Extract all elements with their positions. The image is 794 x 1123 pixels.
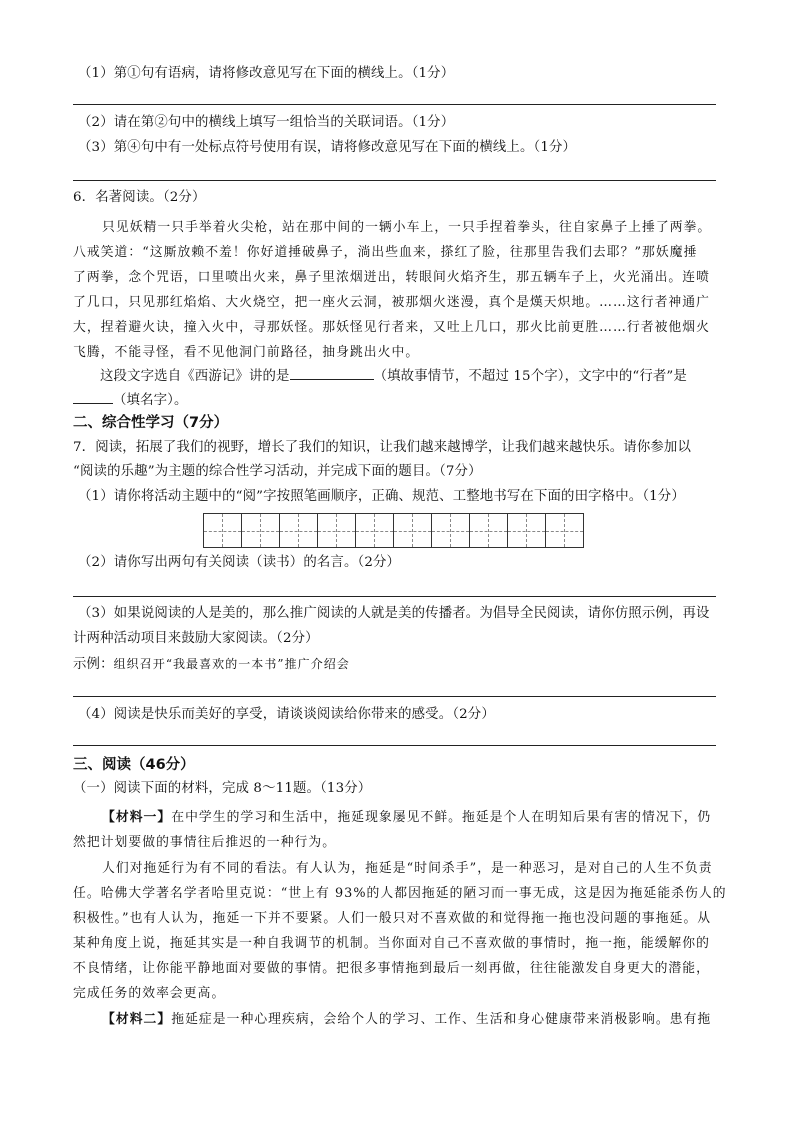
material-line: 【材料一】在中学生的学习和生活中，拖延现象屡见不鲜。拖延是个人在明知后果有害的情况下，仍 [102, 810, 712, 825]
q6-passage-line: 了两拳，念个咒语，口里喷出火来，鼻子里浓烟迸出，转眼间火焰齐生，那五辆车子上，火光涌出。连喷 [73, 270, 710, 285]
q6-passage-line: 只见妖精一只手举着火尖枪，站在那中间的一辆小车上，一只手捏着拳头，往自家鼻子上捶了两拳。 [102, 220, 712, 235]
grid-cell[interactable] [546, 513, 584, 548]
q6-title: 6．名著阅读。（2分） [73, 190, 206, 205]
q7-text: 7．阅读，拓展了我们的视野，增长了我们的知识，让我们越来越博学，让我们越来越快乐。请你参加以 [73, 440, 691, 455]
material-line: 积极性。”也有人认为，拖延一下并不要紧。人们一般只对不喜欢做的和觉得拖一拖也没问题的事拖延。从 [73, 911, 712, 926]
answer-line[interactable] [73, 696, 716, 697]
material-line: 人们对拖延行为有不同的看法。有人认为，拖延是“时间杀手”，是一种恶习，是对自己的人生不负责 [102, 861, 713, 876]
tianzige-grid[interactable] [203, 513, 584, 548]
q5-sub2: （2）请在第②句中的横线上填写一组恰当的关联词语。（1分） [78, 115, 455, 130]
material-line: 某种角度上说，拖延其实是一种自我调节的机制。当你面对自己不喜欢做的事情时，拖一拖，能缓解你的 [73, 936, 710, 951]
grid-cell[interactable] [356, 513, 394, 548]
answer-line[interactable] [73, 104, 716, 105]
grid-cell[interactable] [470, 513, 508, 548]
q6-fill-text-c: （填名字）。 [113, 393, 188, 408]
example-text: 组织召开“我最喜欢的一本书”推广介绍会 [113, 657, 350, 671]
q6-passage-line: 飞腾，不能寻怪，看不见他洞门前路径，抽身跳出火中。 [73, 345, 420, 360]
grid-cell[interactable] [280, 513, 318, 548]
grid-cell[interactable] [394, 513, 432, 548]
material-line: 不良情绪，让你能平静地面对要做的事情。把很多事情拖到最后一刻再做，往往能激发自身更大的潜能， [73, 961, 710, 976]
q7-sub1: （1）请你将活动主题中的“阅”字按照笔画顺序，正确、规范、工整地书写在下面的田字格中。（1分） [78, 489, 685, 504]
answer-line[interactable] [73, 745, 716, 746]
q7-sub3: （3）如果说阅读的人是美的，那么推广阅读的人就是美的传播者。为倡导全民阅读，请你仿照示例，再设 [78, 606, 710, 621]
q5-sub3: （3）第④句中有一处标点符号使用有误，请将修改意见写在下面的横线上。（1分） [78, 140, 577, 155]
q6-fill-line [100, 366, 687, 385]
grid-cell[interactable] [203, 513, 242, 548]
grid-cell[interactable] [508, 513, 546, 548]
answer-line[interactable] [73, 180, 716, 181]
material-tag: 【材料二】 [102, 1012, 172, 1027]
q7-example [73, 656, 350, 673]
reading-part-title: （一）阅读下面的材料，完成 8～11题。（13分） [73, 781, 372, 796]
q7-sub2: （2）请你写出两句有关阅读（读书）的名言。（2分） [78, 555, 401, 570]
q7-sub4: （4）阅读是快乐而美好的享受，请谈谈阅读给你带来的感受。（2分） [78, 707, 495, 722]
example-label: 示例： [73, 657, 114, 672]
q6-fill-line-2 [73, 390, 188, 409]
fill-blank[interactable] [73, 390, 113, 404]
material-line: 完成任务的效率会更高。 [73, 986, 226, 1001]
q6-fill-text-b: （填故事情节，不超过 15个字），文字中的“行者”是 [373, 369, 687, 384]
q6-passage-line: 了几口，只见那红焰焰、大火烧空，把一座火云洞，被那烟火迷漫，真个是熯天炽地。……这行者神通广 [73, 295, 710, 310]
q7-sub3-cont: 计两种活动项目来鼓励大家阅读。（2分） [73, 631, 319, 646]
grid-cell[interactable] [432, 513, 470, 548]
section-heading: 三、阅读（46分） [73, 757, 195, 773]
material-tag: 【材料一】 [102, 810, 172, 825]
section-heading: 二、综合性学习（7分） [73, 415, 229, 431]
q5-sub1: （1）第①句有语病，请将修改意见写在下面的横线上。（1分） [78, 66, 455, 81]
material-line: 任。哈佛大学著名学者哈里克说：“世上有 93%的人都因拖延的陋习而一事无成，这是因为拖延能杀伤人的 [73, 886, 727, 901]
grid-cell[interactable] [242, 513, 280, 548]
grid-cell[interactable] [318, 513, 356, 548]
q6-passage-line: 大，捏着避火诀，撞入火中，寻那妖怪。那妖怪见行者来，又吐上几口，那火比前更胜……行者被他烟火 [73, 320, 710, 335]
q6-passage-line: 八戒笑道：“这厮放赖不羞！你好道捶破鼻子，淌出些血来，搽红了脸，往那里告我们去耶？”那妖魔捶 [73, 245, 698, 260]
q6-fill-text-a: 这段文字选自《西游记》讲的是 [100, 369, 290, 384]
material-line: 【材料二】拖延症是一种心理疾病，会给个人的学习、工作、生活和身心健康带来消极影响。患有拖 [102, 1012, 712, 1027]
material-line: 然把计划要做的事情往后推迟的一种行为。 [73, 835, 337, 850]
answer-line[interactable] [73, 596, 716, 597]
fill-blank[interactable] [290, 366, 374, 380]
q7-text: “阅读的乐趣”为主题的综合性学习活动，并完成下面的题目。（7分） [73, 464, 482, 479]
